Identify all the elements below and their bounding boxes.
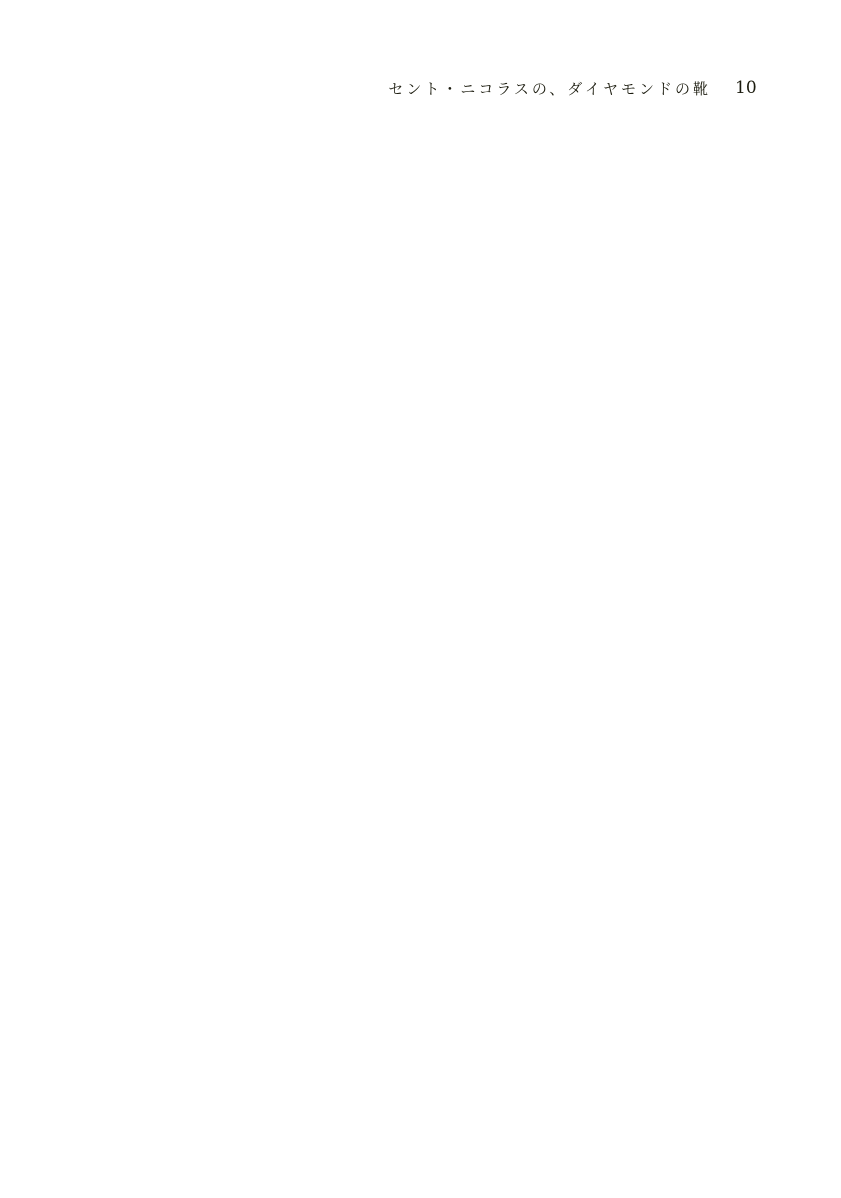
running-title: セント・ニコラスの、ダイヤモンドの靴: [388, 80, 711, 98]
page-header: [0, 78, 841, 102]
body-text: [65, 118, 765, 1128]
page-number: 10: [735, 78, 757, 98]
